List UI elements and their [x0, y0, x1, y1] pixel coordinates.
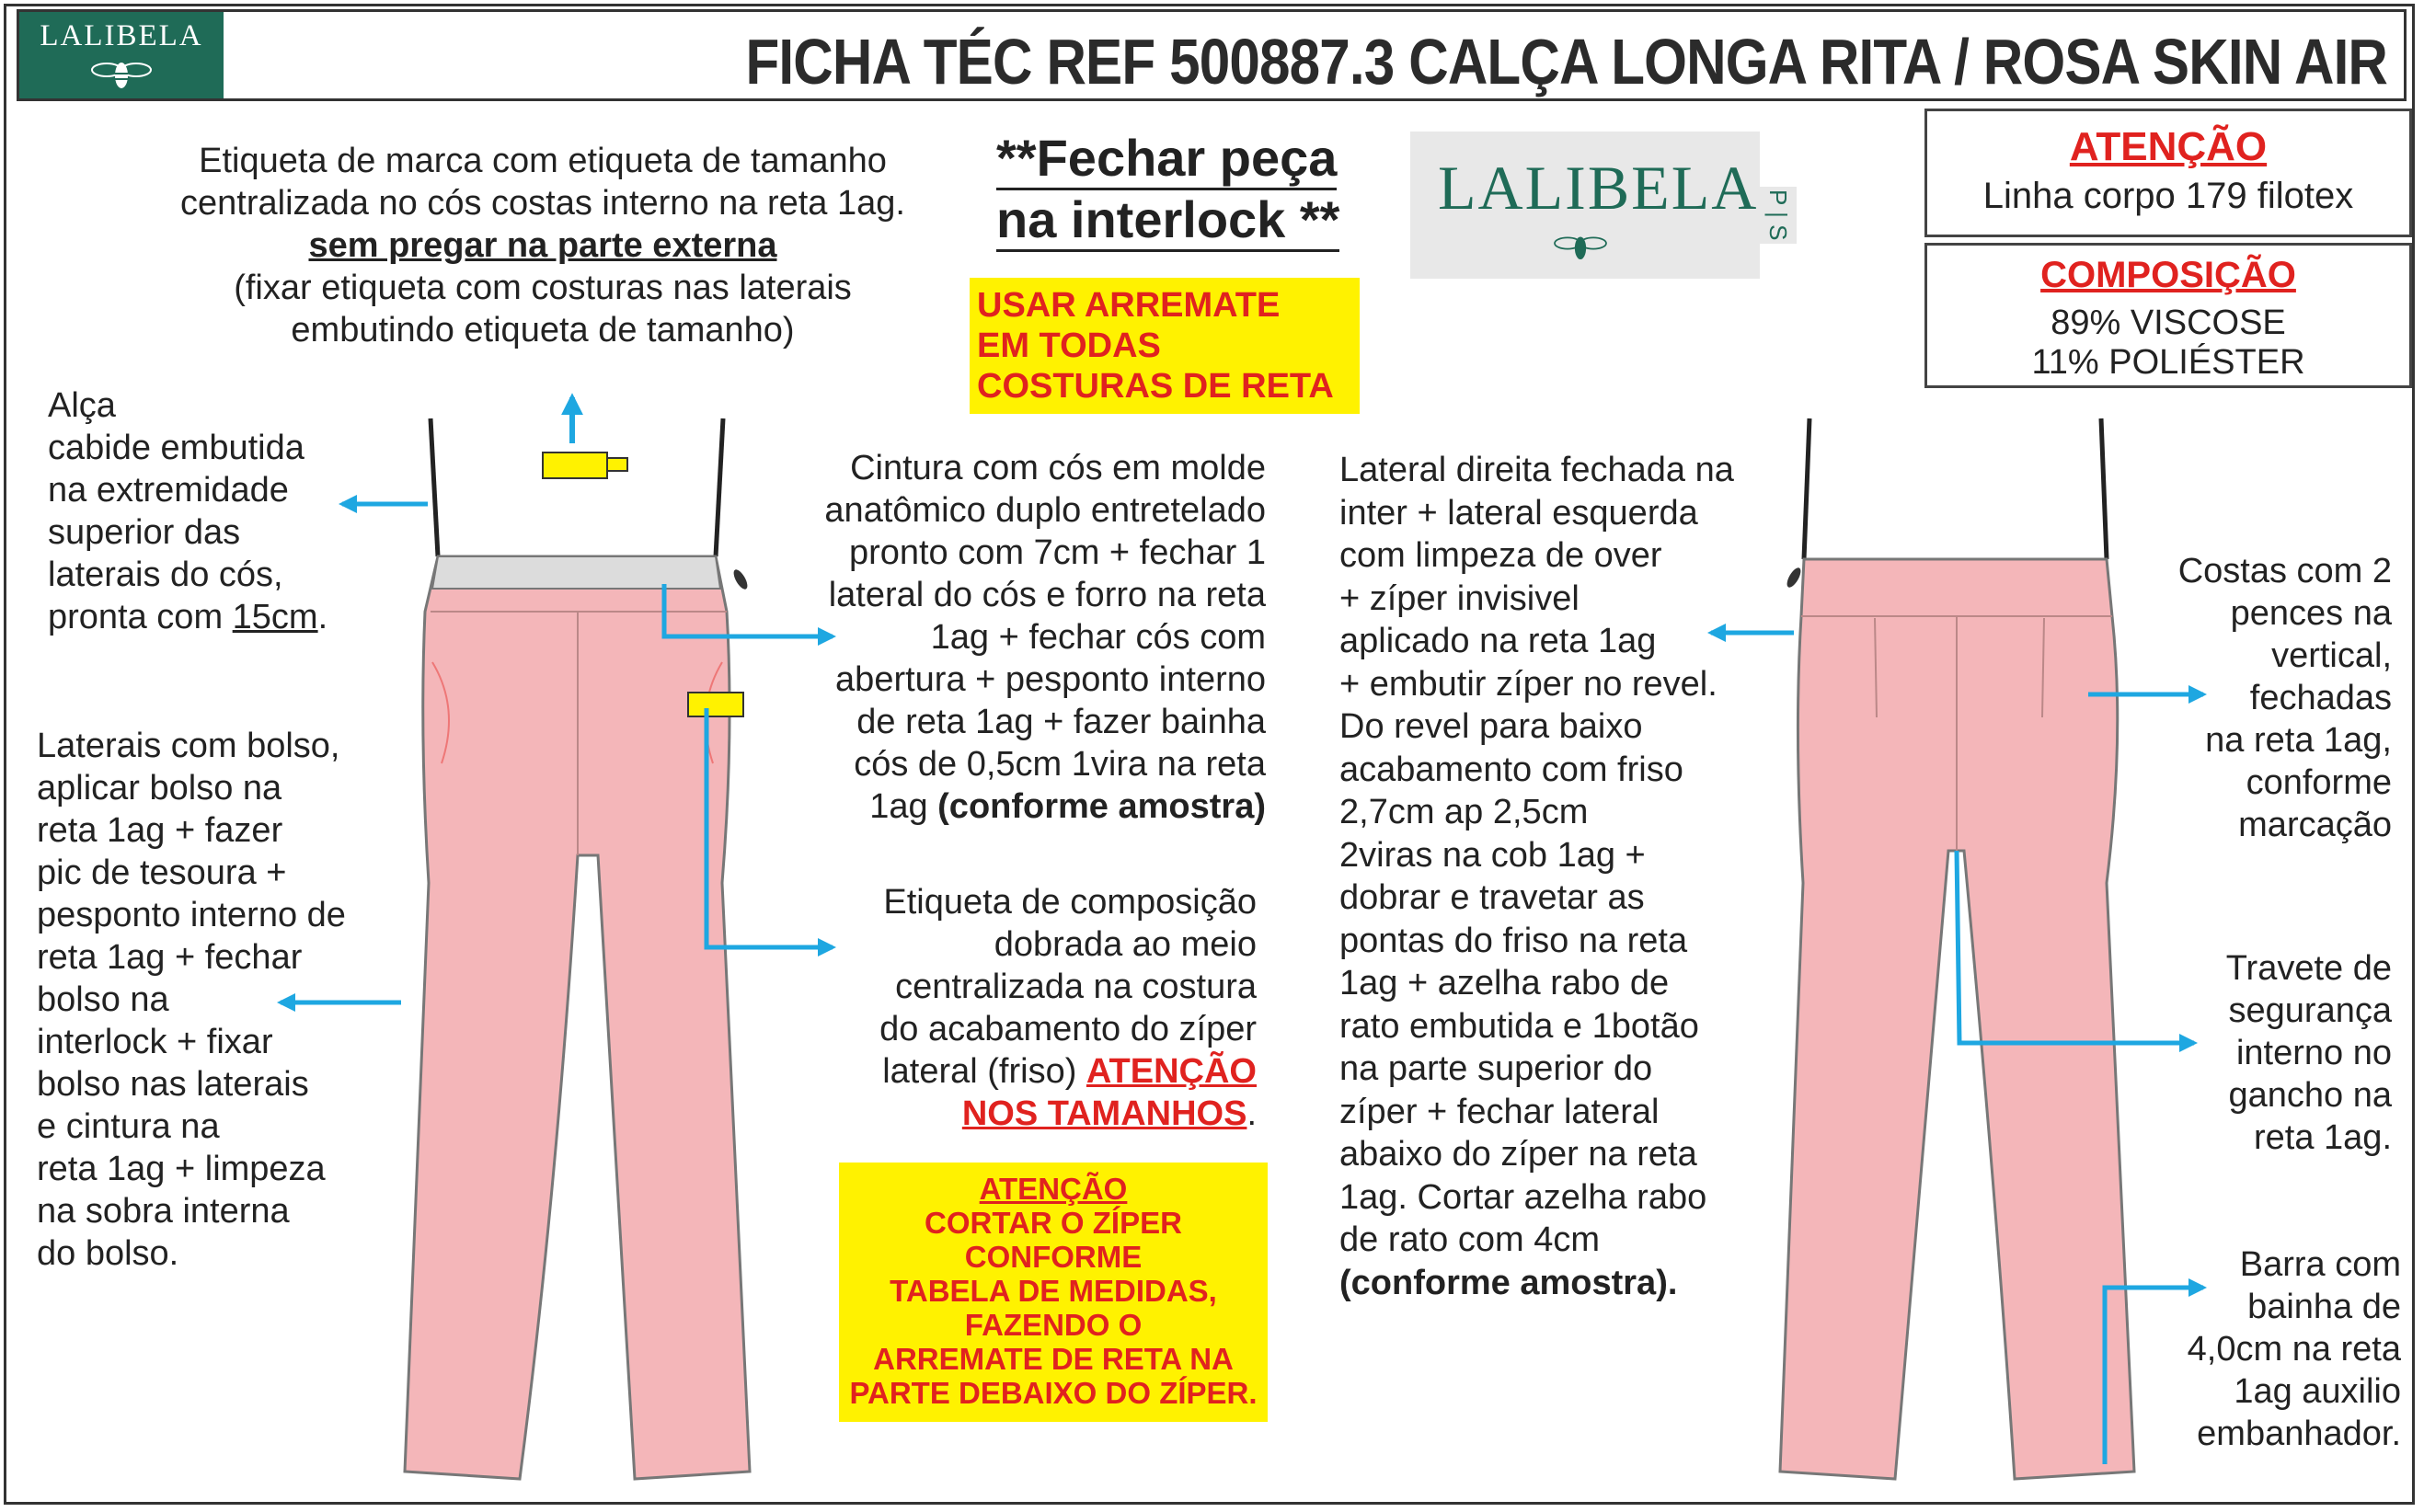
size-tab: P | S — [1760, 187, 1797, 244]
brand-label-name: LALIBELA — [1438, 153, 1759, 223]
yellow-note-zipper: ATENÇÃO CORTAR O ZÍPER CONFORME TABELA DE MEDIDAS, FAZENDO O ARREMATE DE RETA NA PARTE DEBAIXO DO ZÍPER. — [839, 1163, 1268, 1422]
composition-box: COMPOSIÇÃO 89% VISCOSE 11% POLIÉSTER — [1924, 243, 2412, 388]
front-waistband-inner — [432, 556, 720, 589]
composition-label-note: Etiqueta de composição dobrada ao meio centralizada na costura do acabamento do zíper lateral (friso) ATENÇÃO NOS TAMANHOS. — [879, 883, 1257, 1133]
composition-label-tag — [688, 693, 743, 716]
front-view-pants — [405, 418, 750, 1479]
lateral-direita-note: Lateral direita fechada na inter + lateral esquerda com limpeza de over + zíper invisivel aplicado na reta 1ag + embutir zíper no revel. Do revel para baixo acabamento com friso 2,7cm ap 2,5cm 2viras na cob 1ag + dobrar e travetar as pontas do friso na reta 1ag + azelha rabo de rato embutida e 1botão na parte superior do zíper + fechar lateral abaixo do zíper na reta 1ag. Cortar azelha rabo de rato com 4cm (conforme amostra). — [1339, 451, 1734, 1302]
costas-note: Costas com 2 pences na vertical, fechadas na reta 1ag, conforme marcação — [2177, 552, 2392, 844]
hanger-loop-left — [431, 418, 438, 556]
laterais-note: Laterais com bolso, aplicar bolso na reta 1ag + fazer pic de tesoura + pesponto interno de reta 1ag + fechar bolso na interlock + fixar bolso nas laterais e cintura na reta 1ag + limpeza na sobra interna do bolso. — [37, 727, 346, 1273]
cintura-note: Cintura com cós em molde anatômico duplo entretelado pronto com 7cm + fechar 1 lateral do cós e forro na reta 1ag + fechar cós com abertura + pesponto interno de reta 1ag + fazer bainha cós de 0,5cm 1vira na reta 1ag (conforme amostra) — [824, 449, 1266, 826]
yellow-note-arremate: USAR ARREMATE EM TODAS COSTURAS DE RETA — [970, 278, 1360, 414]
travete-note: Travete de segurança interno no gancho na reta 1ag. — [2225, 949, 2392, 1157]
interlock-note: **Fechar peça na interlock ** — [996, 129, 1339, 252]
attention-box: ATENÇÃO Linha corpo 179 filotex — [1924, 109, 2412, 237]
size-label-tag — [607, 458, 627, 471]
page-title: FICHA TÉC REF 500887.3 CALÇA LONGA RITA / ROSA SKIN AIR — [745, 26, 2387, 97]
alca-note: Alça cabide embutida na extremidade superior das laterais do cós, pronta com 15cm. — [48, 386, 328, 636]
button-icon — [1785, 566, 1804, 590]
brand-label-note: Etiqueta de marca com etiqueta de tamanho centralizada no cós costas interno na reta 1ag. sem pregar na parte externa (fixar etiqueta com costuras nas laterais embutindo etiqueta de tamanho) — [180, 142, 905, 349]
hanger-loop-right — [716, 418, 723, 556]
barra-note: Barra com bainha de 4,0cm na reta 1ag auxilio embanhador. — [2187, 1245, 2401, 1453]
button-icon — [731, 567, 751, 591]
brand-label-tag — [543, 452, 607, 478]
brand-logo-text: LALIBELA — [40, 19, 203, 52]
